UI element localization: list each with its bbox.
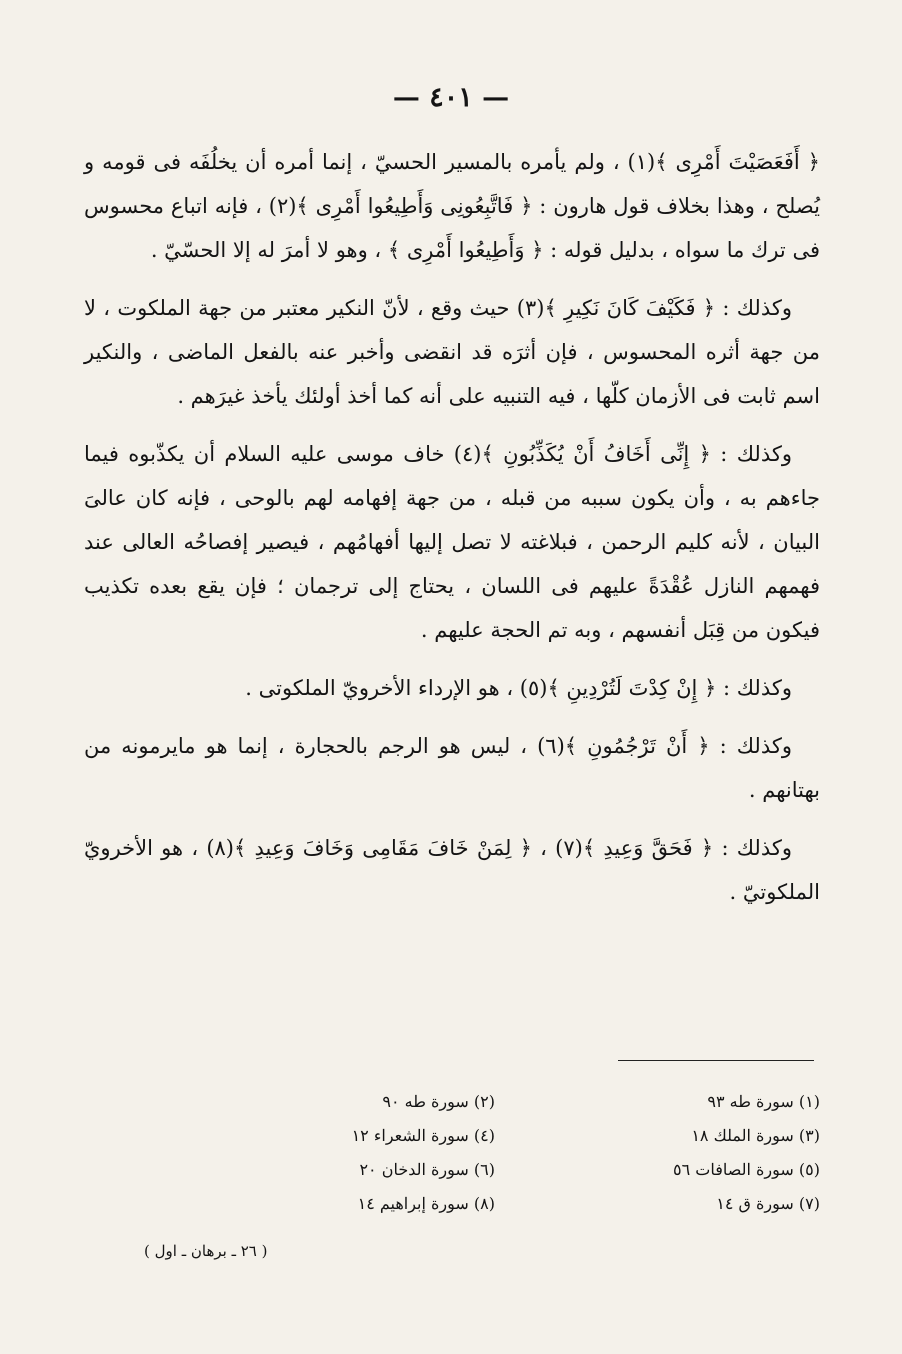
page-number: — ٤٠١ — (392, 82, 510, 113)
paragraph: ﴿ أَفَعَصَيْتَ أَمْرِى ﴾(١) ، ولم يأمره بالمسير الحسيّ ، إنما أمره أن يخلُفَه فى قومه و يُصلح ، وهذا بخلاف قول هارون : ﴿ فَاتَّبِعُونِى وَأَطِيعُوا أَمْرِى ﴾(٢) ، فإنه اتباع محسوس فى ترك ما سواه ، بدليل قوله : ﴿ وَأَطِيعُوا أَمْرِى ﴾ ، وهو لا أمرَ له إلا الحسّيّ . (84, 150, 820, 262)
main-text (84, 140, 820, 928)
footnotes (260, 1088, 820, 1218)
signature-mark: ( ٢٦ ـ برهان ـ اول ) (144, 1242, 268, 1260)
footnote: (٣) سورة الملك ١٨ (691, 1126, 820, 1145)
footnote: (١) سورة طه ٩٣ (707, 1092, 820, 1111)
footnote: (٤) سورة الشعراء ١٢ (351, 1126, 495, 1145)
footnote: (٢) سورة طه ٩٠ (382, 1092, 495, 1111)
paragraph: وكذلك : ﴿ فَكَيْفَ كَانَ نَكِيرِ ﴾(٣) حيث وقع ، لأنّ النكير معتبر من جهة الملكوت ، لا من جهة أثره المحسوس ، فإن أثرَه قد انقضى وأخبر عنه بالفعل الماضى ، والنكير اسم ثابت فى الأزمان كلّها ، فيه التنبيه على أنه كما أخذ أولئك يأخذ غيرَهم . (84, 296, 820, 408)
paragraph: وكذلك : ﴿ فَحَقَّ وَعِيدِ ﴾(٧) ، ﴿ لِمَنْ خَافَ مَقَامِى وَخَافَ وَعِيدِ ﴾(٨) ، هو الأخرويّ الملكوتيّ . (84, 836, 820, 904)
paragraph: وكذلك : ﴿ إِنِّى أَخَافُ أَنْ يُكَذِّبُونِ ﴾(٤) خاف موسى عليه السلام أن يكذّبوه فيما جاءهم به ، وأن يكون سببه من قبله ، من جهة إفهامه لهم بالوحى ، فإنه كان عالىَ البيان ، لأنه كليم الرحمن ، فبلاغته لا تصل إليها أفهامُهم ، فيصير إفصاحُه العالى عند فهمهم النازل عُقْدَةً عليهم فى اللسان ، يحتاج إلى ترجمان ؛ فإن يقع بعده تكذيب فيكون من قِبَل أنفسهم ، وبه تم الحجة عليهم . (84, 442, 820, 642)
paragraph: وكذلك : ﴿ أَنْ تَرْجُمُونِ ﴾(٦) ، ليس هو الرجم بالحجارة ، إنما هو مايرمونه من بهتانهم . (84, 734, 820, 802)
footnote: (٥) سورة الصافات ٥٦ (673, 1160, 820, 1179)
footnote: (٦) سورة الدخان ٢٠ (359, 1160, 495, 1179)
footnote-divider (618, 1060, 814, 1061)
footnote: (٨) سورة إبراهيم ١٤ (357, 1194, 495, 1213)
paragraph: وكذلك : ﴿ إِنْ كِدْتَ لَتُرْدِينِ ﴾(٥) ، هو الإرداء الأخرويّ الملكوتى . (245, 676, 792, 700)
footnote: (٧) سورة ق ١٤ (716, 1194, 820, 1213)
